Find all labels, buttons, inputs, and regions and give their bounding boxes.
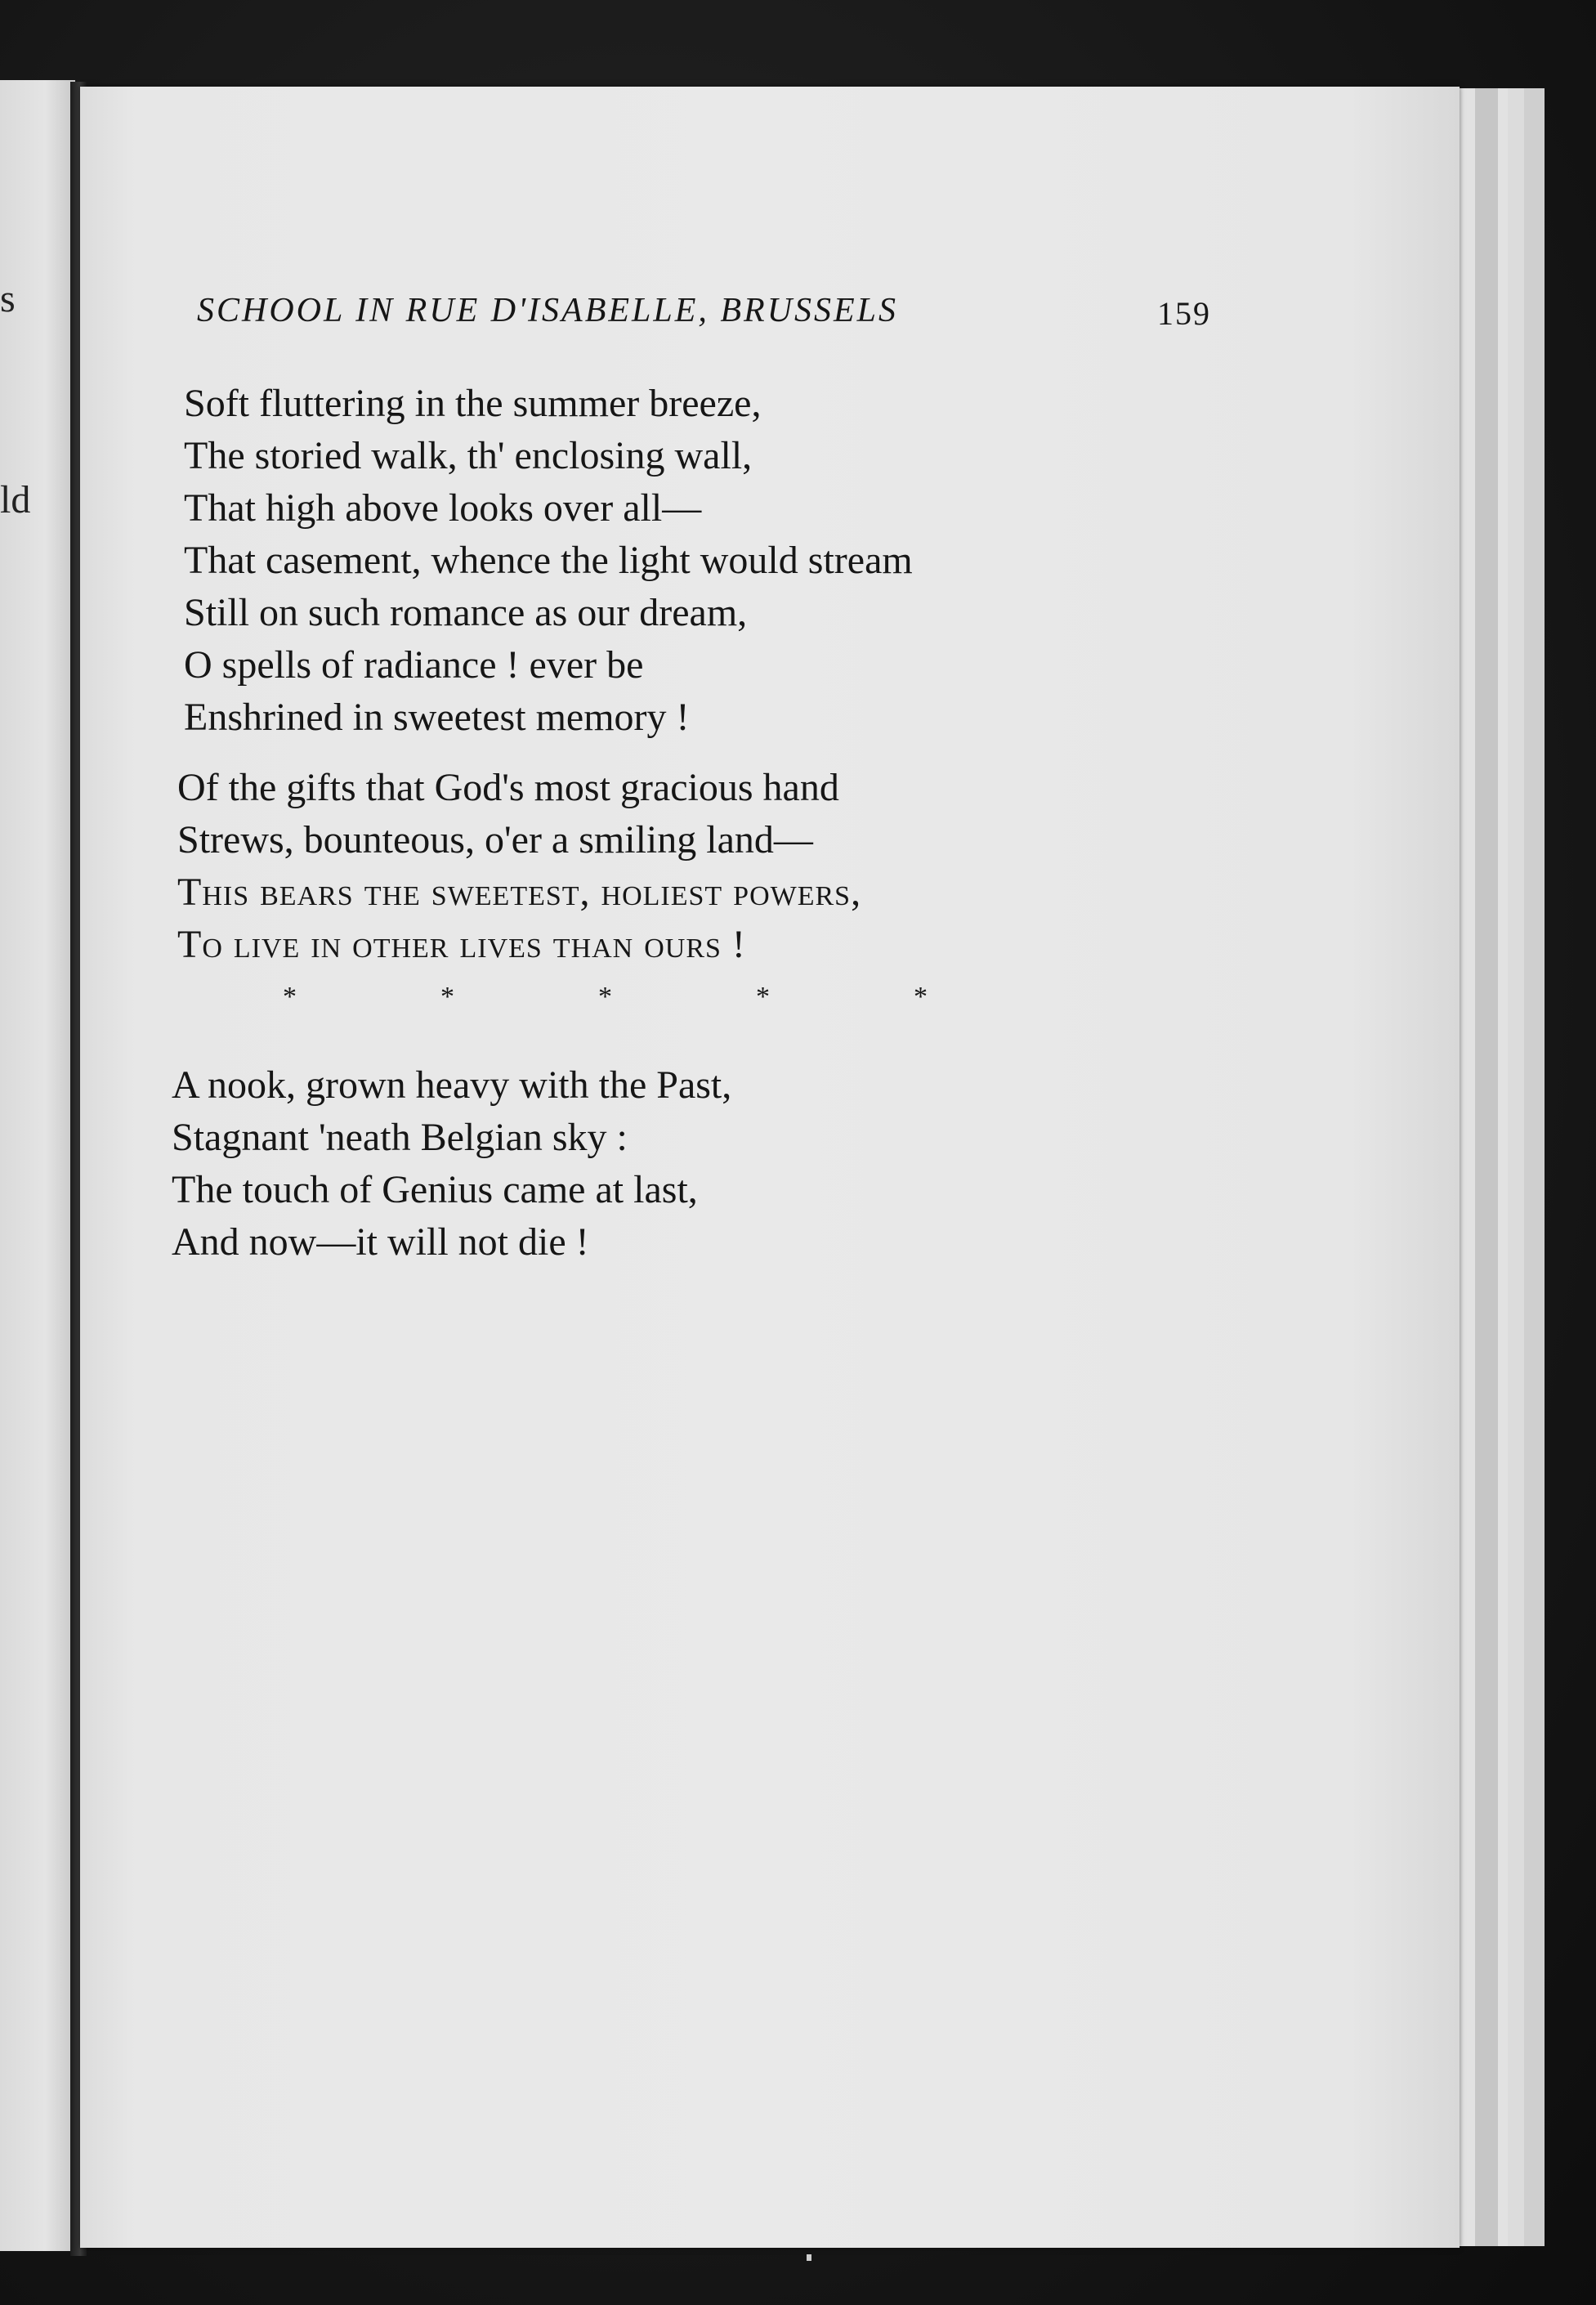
verse-line: The touch of Genius came at last,	[172, 1168, 698, 1211]
verse-line: To live in other lives than ours !	[177, 923, 746, 966]
verse-line: And now—it will not die !	[172, 1220, 589, 1264]
separator-asterisk: *	[283, 982, 297, 1012]
verse-line: This bears the sweetest, holiest powers,	[177, 871, 862, 914]
stanza-2	[177, 762, 861, 971]
separator-asterisk: *	[756, 982, 770, 1012]
verse-line: That casement, whence the light would stream	[184, 539, 913, 582]
verse-line: A nook, grown heavy with the Past,	[172, 1063, 732, 1107]
facing-page-fragment: ld	[0, 478, 31, 521]
verse-line: Still on such romance as our dream,	[184, 591, 748, 634]
stanza-3	[172, 1059, 731, 1269]
verse-line: Of the gifts that God's most gracious hand	[177, 766, 839, 809]
verse-line: The storied walk, th' enclosing wall,	[184, 434, 753, 477]
running-head	[197, 291, 1227, 330]
facing-page-fragment: s	[0, 277, 16, 320]
verse-line: Enshrined in sweetest memory !	[184, 696, 690, 739]
running-head-title: SCHOOL IN RUE D'ISABELLE, BRUSSELS	[197, 292, 899, 329]
scan-mark	[807, 2254, 811, 2261]
verse-line: Strews, bounteous, o'er a smiling land—	[177, 818, 813, 862]
separator-asterisk: *	[598, 982, 612, 1012]
facing-page-edge	[0, 80, 75, 2251]
verse-line: That high above looks over all—	[184, 486, 702, 530]
verse-line: Stagnant 'neath Belgian sky :	[172, 1116, 628, 1159]
page-number: 159	[1157, 295, 1211, 332]
page-stack-edge	[1475, 88, 1498, 2246]
book-page	[80, 87, 1460, 2248]
verse-line: Soft fluttering in the summer breeze,	[184, 382, 762, 425]
verse-line: O spells of radiance ! ever be	[184, 643, 644, 687]
separator-asterisk: *	[440, 982, 454, 1012]
separator-asterisk: *	[914, 982, 928, 1012]
stanza-1	[184, 378, 913, 744]
